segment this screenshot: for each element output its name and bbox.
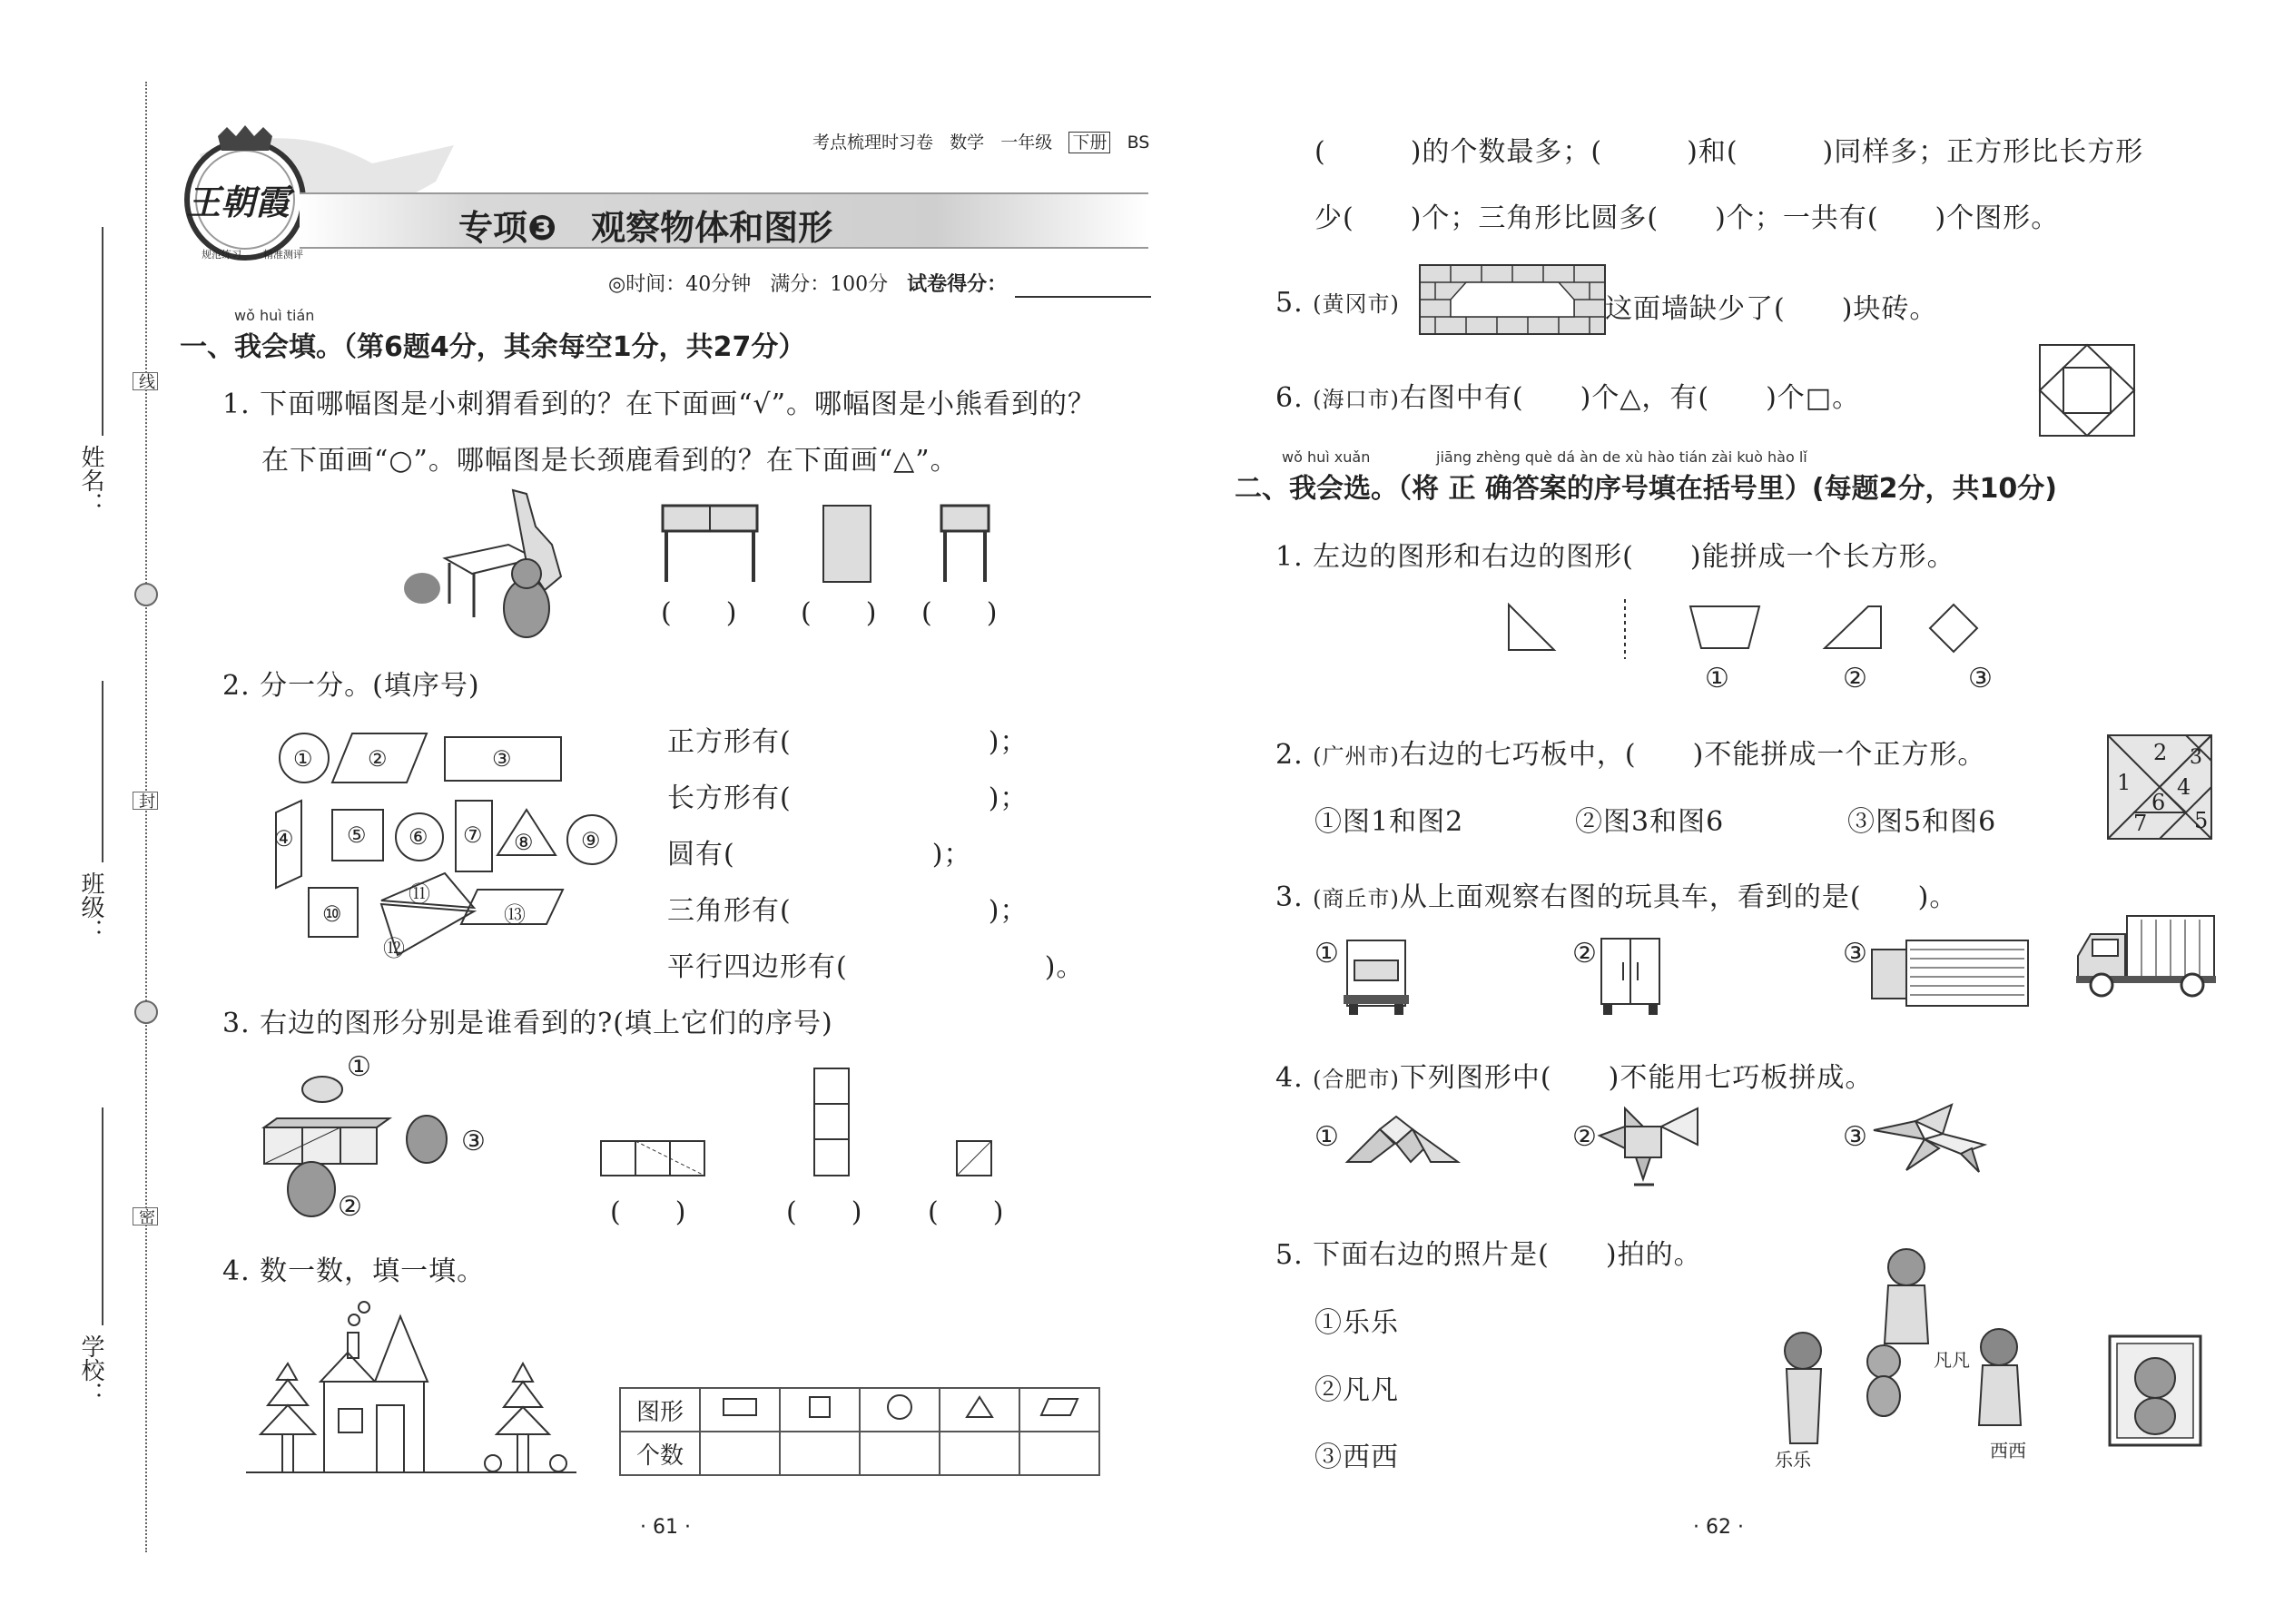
s1-q2-parallelogram[interactable]: 平行四边形有( )。 [667,951,1085,983]
s2-q3-option-2[interactable]: ② [1572,938,1598,969]
s1-q5 [1275,286,1400,319]
q-number: 6. [1275,382,1314,414]
header-meta [812,129,1149,153]
table-view-front [661,504,761,586]
s2-q4-option-3[interactable]: ③ [1843,1121,1868,1153]
s1-q3-answer-1[interactable]: ( ) [610,1196,686,1228]
secret-char: 密 [133,1207,158,1225]
s2-q3[interactable] [1275,874,1957,914]
table-shape-parallelogram [1019,1388,1099,1432]
s1-q4: 4. 数一数，填一填。 [222,1255,486,1287]
shape-num: ⑥ [409,824,428,850]
tangram-num: 6 [2151,790,2166,815]
s2-q4-option-2[interactable]: ② [1572,1121,1598,1153]
viewer-label: ③ [461,1126,486,1157]
view-single-square [955,1139,995,1179]
s2-q3-option-1[interactable]: ① [1314,938,1340,969]
shape-num: ⑩ [322,901,342,927]
exam-time: ◎时间：40分钟 [608,273,752,296]
shapes-set [263,726,626,962]
exam-info [608,269,1007,297]
page-number-right: · 62 · [1693,1516,1744,1539]
table-view-side [940,504,994,586]
q6-text: 右图中有( )个△，有( )个□。 [1399,382,1861,414]
section1-pinyin: wǒ huì tián [234,307,315,324]
shape-num: ⑤ [347,822,367,848]
binding-hole-icon [133,581,160,608]
s2-q1-option-1[interactable]: ① [1705,663,1730,694]
s2-q2-option-1[interactable]: ①图1和图2 [1314,806,1464,838]
name-field[interactable] [102,227,103,436]
tangram-num: 3 [2190,746,2202,769]
s1-q1-answer-1[interactable]: ( ) [661,597,737,629]
s1-q1-answer-3[interactable]: ( ) [921,597,998,629]
count-cell[interactable] [700,1432,780,1475]
viewer-label: ② [338,1191,362,1223]
s2-q5-option-2[interactable]: ②凡凡 [1314,1374,1399,1406]
q-number: 3. [1275,881,1314,913]
binding-margin [0,0,154,1624]
truck-view-back [1598,935,1670,1017]
q2-text: 右边的七巧板中，( )不能拼成一个正方形。 [1399,739,1986,771]
viewer-label: ① [347,1051,371,1083]
s2-q5[interactable]: 5. 下面右边的照片是( )拍的。 [1275,1239,1702,1271]
q-number: 2. [1275,739,1314,771]
shape-num: ⑫ [383,936,405,961]
tangram-num: 2 [2153,740,2168,765]
s1-q3: 3. 右边的图形分别是谁看到的?(填上它们的序号) [222,1008,833,1039]
section2-title: 二、我会选。（将 正 确答案的序号填在括号里）(每题2分，共10分) [1235,473,2057,505]
city-tag: (黄冈市) [1313,291,1400,317]
q3-text: 从上面观察右图的玩具车，看到的是( )。 [1399,881,1958,913]
kid-label-xixi: 西西 [1990,1440,2026,1462]
s1-q2-circle[interactable]: 圆有( )； [667,839,972,871]
count-cell[interactable] [860,1432,940,1475]
class-label: 班级： [77,871,104,942]
s1-q1-line2: 在下面画“○”。哪幅图是长颈鹿看到的？在下面画“△”。 [261,445,959,477]
table-head-count: 个数 [620,1432,700,1475]
truck-view-front [1344,935,1416,1017]
score-field[interactable] [1015,296,1151,298]
table-shape-circle [860,1388,940,1432]
shape-num: ② [368,746,388,772]
brick-wall-illustration [1418,263,1609,336]
s1-q2-triangle[interactable]: 三角形有( )； [667,895,1029,927]
q-number: 5. [1275,287,1314,319]
s1-q2-square[interactable]: 正方形有( )； [667,726,1029,758]
section1-title: 一、我会填。（第6题4分，其余每空1分，共27分） [180,331,806,363]
s2-q4[interactable] [1275,1055,1873,1095]
class-field[interactable] [102,681,103,862]
score-label: 试卷得分： [907,273,1008,296]
count-cell[interactable] [780,1432,860,1475]
shape-num: ④ [274,826,294,851]
logo-sub-right: 精准测评 [263,249,303,261]
q4-text: 下列图形中( )不能用七巧板拼成。 [1399,1062,1874,1094]
s2-q2-option-2[interactable]: ②图3和图6 [1575,806,1725,838]
shape-num: ⑧ [514,830,534,855]
city-tag: (商丘市) [1313,886,1400,911]
s2-q1-shapes [1507,597,1979,661]
s2-q3-option-3[interactable]: ③ [1843,938,1868,969]
seal-char: 封 [133,792,158,810]
s1-q1-line1: 1. 下面哪幅图是小刺猬看到的？在下面画“√”。哪幅图是小熊看到的？ [222,389,1096,420]
name-label: 姓名： [77,445,104,516]
table-view-top [822,504,876,586]
kid-label-lele: 乐乐 [1775,1449,1811,1471]
page-title: 专项❸ 观察物体和图形 [458,208,833,248]
section2-pinyin-1: wǒ huì xuǎn [1282,448,1371,466]
s2-q1[interactable]: 1. 左边的图形和右边的图形( )能拼成一个长方形。 [1275,541,1955,573]
exam-full-score: 满分：100分 [770,273,889,296]
shape-num: ⑦ [463,822,483,848]
s2-q4-option-1[interactable]: ① [1314,1121,1340,1153]
bear-photo-frame [2108,1334,2202,1447]
s1-q3-answer-3[interactable]: ( ) [928,1196,1004,1228]
kid-label-fanfan: 凡凡 [1934,1349,1970,1371]
shape-num: ③ [492,746,512,772]
s2-q1-option-3[interactable]: ③ [1968,663,1994,694]
shape-num: ⑪ [409,881,430,907]
table-shape-triangle [940,1388,1019,1432]
box-animals-illustration [259,1053,486,1235]
kids-bear-illustration [1761,1244,2061,1452]
city-tag: (海口市) [1313,387,1400,412]
header-subject: 数学 [950,133,985,153]
logo-sub-left: 规范练习 [202,249,241,261]
truck-view-top [1870,937,2033,1009]
toy-truck-illustration [2074,912,2220,999]
s2-q1-option-2[interactable]: ② [1843,663,1868,694]
header-edition: BS [1127,133,1150,153]
table-shape-rect [700,1388,780,1432]
header-series: 考点梳理时习卷 [812,133,934,153]
count-cell[interactable] [1019,1432,1099,1475]
page-number-left: · 61 · [640,1516,691,1539]
q-number: 4. [1275,1062,1314,1094]
shape-num: ⑬ [504,902,526,928]
shape-num: ⑨ [581,828,601,853]
line-char: 线 [133,372,158,390]
s1-q4-line2[interactable]: 少( )个；三角形比圆多( )个；一共有( )个图形。 [1314,202,2060,234]
binding-hole-icon [133,999,160,1026]
tangram-bird-figure [1598,1103,1716,1194]
animals-table-illustration [399,490,590,645]
cut-line [145,82,147,1552]
count-cell[interactable] [940,1432,1019,1475]
school-field[interactable] [102,1107,103,1325]
logo-text: 王朝霞 [186,182,290,222]
table-shape-square [780,1388,860,1432]
nested-squares-figure [2038,343,2138,438]
tangram-num: 4 [2177,774,2191,800]
tangram-num: 7 [2133,811,2148,836]
house-trees-illustration [241,1298,586,1480]
s1-q3-answer-2[interactable]: ( ) [786,1196,862,1228]
header-term: 下册 [1068,132,1110,153]
shape-num: ① [293,746,313,772]
s1-q6[interactable] [1275,375,1860,415]
tangram-num: 5 [2194,808,2209,833]
view-tall-stack [812,1067,852,1179]
s1-q4-line1[interactable]: ( )的个数最多；( )和( )同样多；正方形比长方形 [1314,136,2144,168]
s1-q2: 2. 分一分。(填序号) [222,670,480,702]
table-head-shape: 图形 [620,1388,700,1432]
s1-q5-text[interactable]: 这面墙缺少了( )块砖。 [1605,293,1938,325]
header-grade: 一年级 [1000,133,1053,153]
city-tag: (合肥市) [1313,1067,1400,1092]
section2-pinyin-2: jiāng zhèng què dá àn de xù hào tián zài kuò hào lǐ [1436,448,1807,466]
s2-q2[interactable] [1275,732,1985,772]
tangram-bridge-figure [1344,1115,1462,1169]
city-tag: (广州市) [1313,743,1400,769]
tangram-num: 1 [2117,770,2132,795]
count-table [619,1387,1100,1476]
s2-q5-option-1[interactable]: ①乐乐 [1314,1307,1399,1339]
tangram-plane-figure [1870,1103,1988,1176]
s2-q2-option-3[interactable]: ③图5和图6 [1847,806,1997,838]
s1-q1-answer-2[interactable]: ( ) [801,597,877,629]
s1-q2-rectangle[interactable]: 长方形有( )； [667,782,1029,814]
school-label: 学校： [77,1334,104,1405]
s2-q5-option-3[interactable]: ③西西 [1314,1442,1399,1473]
view-long-rect [599,1139,708,1179]
